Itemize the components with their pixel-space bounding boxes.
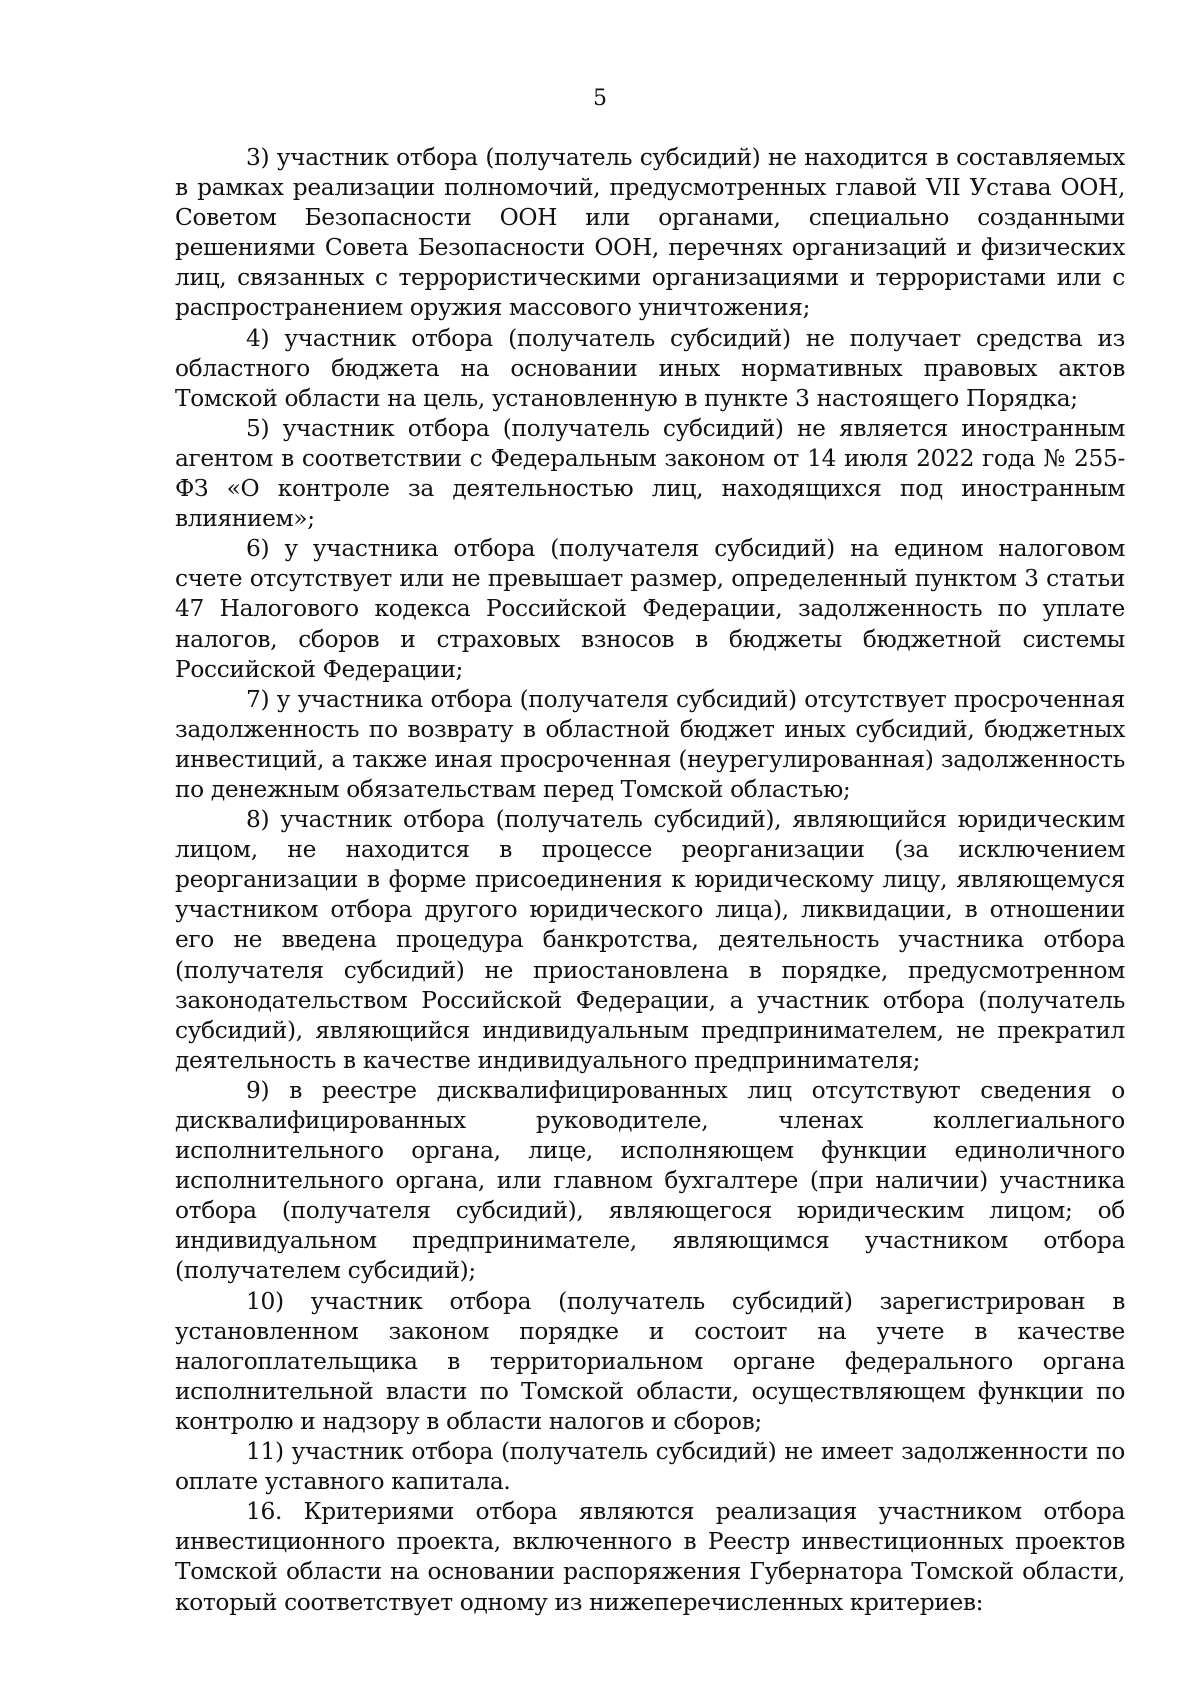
page-number: 5 bbox=[593, 86, 607, 111]
paragraph-item-3: 3) участник отбора (получатель субсидий) не находится в составляемых в рамках реализации полномочий, предусмотренных главой VII Устава ООН, Советом Безопасности ООН или органами, специально созданными решениями Совета Безопасности ООН, перечнях организаций и физических лиц, связанных с террористическими организациями и террористами или с распространением оружия массового уничтожения; bbox=[175, 144, 1125, 322]
paragraph-item-5: 5) участник отбора (получатель субсидий) не является иностранным агентом в соответствии с Федеральным законом от 14 июля 2022 года № 255-ФЗ «О контроле за деятельностью лиц, находящихся под иностранным влиянием»; bbox=[175, 414, 1125, 533]
document-body bbox=[175, 143, 1125, 1618]
paragraph-item-9: 9) в реестре дисквалифицированных лиц отсутствуют сведения о дисквалифицированных руководителе, членах коллегиального исполнительного органа, лице, исполняющем функции единоличного исполнительного органа, или главном бухгалтере (при наличии) участника отбора (получателя субсидий), являющегося юридическим лицом; об индивидуальном предпринимателе, являющимся участником отбора (получателем субсидий); bbox=[175, 1076, 1125, 1285]
paragraph-item-4: 4) участник отбора (получатель субсидий) не получает средства из областного бюджета на основании иных нормативных правовых актов Томской области на цель, установленную в пункте 3 настоящего Порядка; bbox=[175, 324, 1125, 412]
paragraph-item-8: 8) участник отбора (получатель субсидий), являющийся юридическим лицом, не находится в процессе реорганизации (за исключением реорганизации в форме присоединения к юридическому лицу, являющемуся участником отбора другого юридического лица), ликвидации, в отношении его не введена процедура банкротства, деятельность участника отбора (получателя субсидий) не приостановлена в порядке, предусмотренном законодательством Российской Федерации, а участник отбора (получатель субсидий), являющийся индивидуальным предпринимателем, не прекратил деятельность в качестве индивидуального предпринимателя; bbox=[175, 806, 1125, 1074]
paragraph-item-11: 11) участник отбора (получатель субсидий) не имеет задолженности по оплате уставного капитала. bbox=[175, 1438, 1125, 1496]
paragraph-item-10: 10) участник отбора (получатель субсидий) зарегистрирован в установленном законом порядке и состоит на учете в качестве налогоплательщика в территориальном органе федерального органа исполнительной власти по Томской области, осуществляющем функции по контролю и надзору в области налогов и сборов; bbox=[175, 1287, 1125, 1435]
paragraph-item-6: 6) у участника отбора (получателя субсидий) на едином налоговом счете отсутствует или не превышает размер, определенный пунктом 3 статьи 47 Налогового кодекса Российской Федерации, задолженность по уплате налогов, сборов и страховых взносов в бюджеты бюджетной системы Российской Федерации; bbox=[175, 535, 1125, 683]
paragraph-item-7: 7) у участника отбора (получателя субсидий) отсутствует просроченная задолженность по возврату в областной бюджет иных субсидий, бюджетных инвестиций, а также иная просроченная (неурегулированная) задолженность по денежным обязательствам перед Томской областью; bbox=[175, 685, 1125, 803]
paragraph-section-16: 16. Критериями отбора являются реализация участником отбора инвестиционного проекта, включенного в Реестр инвестиционных проектов Томской области на основании распоряжения Губернатора Томской области, который соответствует одному из нижеперечисленных критериев: bbox=[175, 1498, 1125, 1616]
